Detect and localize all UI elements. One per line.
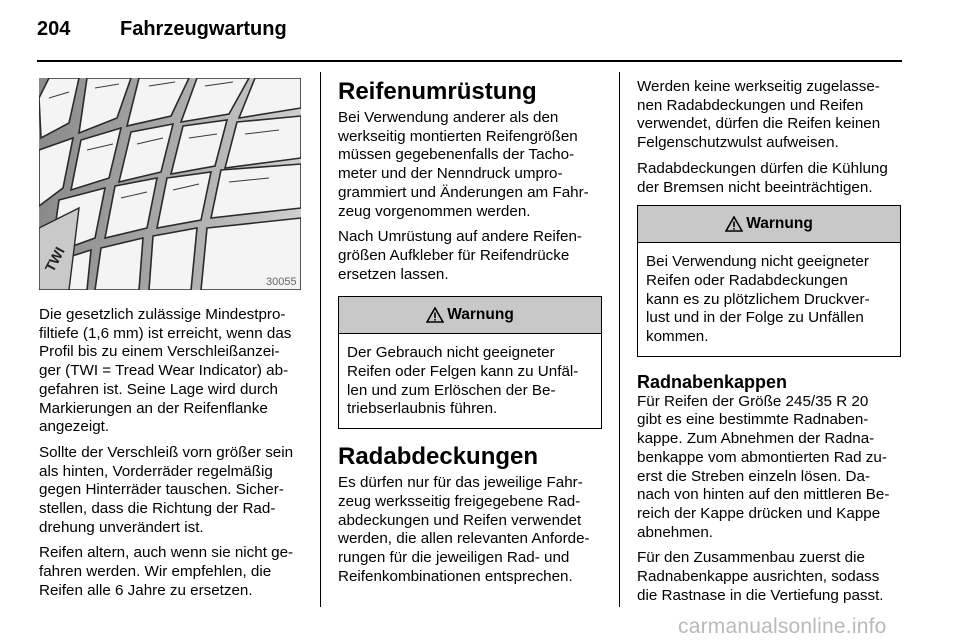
paragraph-hub-cap-removal	[637, 393, 905, 543]
paragraph-rim-protection	[637, 78, 905, 153]
text-line: zeug werksseitig freigegebene Rad-	[338, 492, 581, 510]
text-line: Reifenkombinationen entsprechen.	[338, 567, 573, 585]
text-line: rungen für die jeweiligen Rad- und	[338, 548, 570, 566]
text-line: gefahren ist. Seine Lage wird durch	[39, 380, 278, 398]
warning-title: Warnung	[447, 305, 514, 323]
paragraph-tire-aging	[39, 544, 307, 600]
text-line: erst die Streben einzeln lösen. Da-	[637, 467, 871, 485]
text-line: ersetzen lassen.	[338, 265, 449, 283]
paragraph-wear-rotation	[39, 444, 307, 538]
text-line: Sollte der Verschleiß vorn größer sein	[39, 443, 294, 461]
warning-box-1	[338, 296, 602, 429]
text-line: Für Reifen der Größe 245/35 R 20	[637, 392, 869, 410]
text-line: Radnabenkappe ausrichten, sodass	[637, 568, 880, 586]
page-number: 204	[37, 18, 71, 40]
column-1	[39, 306, 307, 608]
text-line: kappe. Zum Abnehmen der Radna-	[637, 430, 875, 448]
text-line: Markierungen an der Reifenflanke	[39, 399, 268, 417]
text-line: gibt es eine bestimmte Radnaben-	[637, 411, 869, 429]
text-line: verwendet, dürfen die Reifen keinen	[637, 115, 881, 133]
warning-body	[638, 243, 900, 356]
column-3	[637, 78, 905, 612]
text-line: als hinten, Vorderräder regelmäßig	[39, 462, 273, 480]
text-line: müssen gegebenenfalls der Tacho-	[338, 146, 575, 164]
text-line: ger (TWI = Tread Wear Indicator) ab-	[39, 362, 289, 380]
text-line: triebserlaubnis führen.	[347, 400, 498, 418]
text-line: abdeckungen und Reifen verwendet	[338, 511, 582, 529]
paragraph-brake-cooling	[637, 160, 905, 197]
warning-body	[339, 334, 601, 428]
warning-triangle-icon	[725, 216, 743, 232]
text-line: grammiert und Änderungen am Fahr-	[338, 183, 589, 201]
paragraph-wheel-covers	[338, 474, 606, 586]
text-line: filtiefe (1,6 mm) ist erreicht, wenn das	[39, 324, 292, 342]
column-2	[338, 78, 606, 593]
warning-header	[638, 206, 900, 243]
text-line: Radabdeckungen dürfen die Kühlung	[637, 159, 888, 177]
warning-title: Warnung	[746, 214, 813, 232]
text-line: nen Radabdeckungen und Reifen	[637, 96, 864, 114]
text-line: fahren werden. Wir empfehlen, die	[39, 563, 272, 581]
text-line: nach von hinten auf den mittleren Be-	[637, 486, 890, 504]
text-line: lust und in der Folge zu Unfällen	[646, 309, 864, 327]
text-line: Nach Umrüstung auf andere Reifen-	[338, 228, 582, 246]
heading-reifenumruestung: Reifenumrüstung	[338, 78, 537, 105]
watermark: carmanualsonline.info	[678, 615, 887, 638]
column-divider-2	[619, 72, 620, 607]
text-line: Profil bis zu einem Verschleißanzei-	[39, 343, 280, 361]
text-line: Die gesetzlich zulässige Mindestpro-	[39, 306, 286, 323]
text-line: zeug vorgenommen werden.	[338, 202, 531, 220]
text-line: die Rastnase in die Vertiefung passt.	[637, 586, 884, 604]
chapter-title: Fahrzeugwartung	[120, 18, 287, 40]
page-header	[0, 0, 960, 62]
heading-radabdeckungen: Radabdeckungen	[338, 443, 539, 471]
text-line: stellen, dass die Richtung der Rad-	[39, 500, 276, 518]
text-line: abnehmen.	[637, 523, 713, 541]
warning-box-2	[637, 205, 901, 357]
text-line: werkseitig montierten Reifengrößen	[338, 127, 578, 145]
text-line: Reifen alle 6 Jahre zu ersetzen.	[39, 581, 253, 599]
text-line: Werden keine werkseitig zugelasse-	[637, 78, 880, 95]
text-line: Felgenschutzwulst aufweisen.	[637, 134, 839, 152]
text-line: der Bremsen nicht beeinträchtigen.	[637, 178, 873, 196]
figure-label: 30055	[266, 276, 297, 288]
tire-tread-illustration	[39, 78, 301, 290]
paragraph-sticker	[338, 228, 606, 284]
heading-radnabenkappen: Radnabenkappen	[637, 371, 788, 392]
warning-triangle-icon	[426, 307, 444, 323]
paragraph-tire-change	[338, 109, 606, 221]
text-line: Reifen altern, auch wenn sie nicht ge-	[39, 544, 294, 562]
text-line: reich der Kappe drücken und Kappe	[637, 504, 881, 522]
warning-header	[339, 297, 601, 334]
text-line: angezeigt.	[39, 418, 110, 436]
text-line: Reifen oder Felgen kann zu Unfäl-	[347, 363, 579, 381]
paragraph-tread-depth	[39, 306, 307, 437]
text-line: Für den Zusammenbau zuerst die	[637, 549, 865, 567]
text-line: gegen Hinterräder tauschen. Sicher-	[39, 481, 284, 499]
text-line: len und zum Erlöschen der Be-	[347, 381, 556, 399]
text-line: größen Aufkleber für Reifendrücke	[338, 246, 570, 264]
column-divider-1	[320, 72, 321, 607]
text-line: Bei Verwendung nicht geeigneter	[646, 253, 869, 271]
text-line: Es dürfen nur für das jeweilige Fahr-	[338, 474, 583, 492]
text-line: Reifen oder Radabdeckungen	[646, 271, 848, 289]
text-line: kann es zu plötzlichem Druckver-	[646, 290, 870, 308]
text-line: Bei Verwendung anderer als den	[338, 109, 559, 126]
text-line: meter und der Nenndruck umpro-	[338, 165, 563, 183]
header-rule	[37, 60, 902, 62]
paragraph-hub-cap-assembly	[637, 549, 905, 605]
text-line: drehung unverändert ist.	[39, 518, 204, 536]
text-line: kommen.	[646, 328, 709, 346]
text-line: benkappe vom abmontierten Rad zu-	[637, 448, 887, 466]
text-line: werden, die allen relevanten Anforde-	[338, 530, 590, 548]
text-line: Der Gebrauch nicht geeigneter	[347, 344, 555, 362]
twi-marking: TWI	[41, 244, 68, 275]
